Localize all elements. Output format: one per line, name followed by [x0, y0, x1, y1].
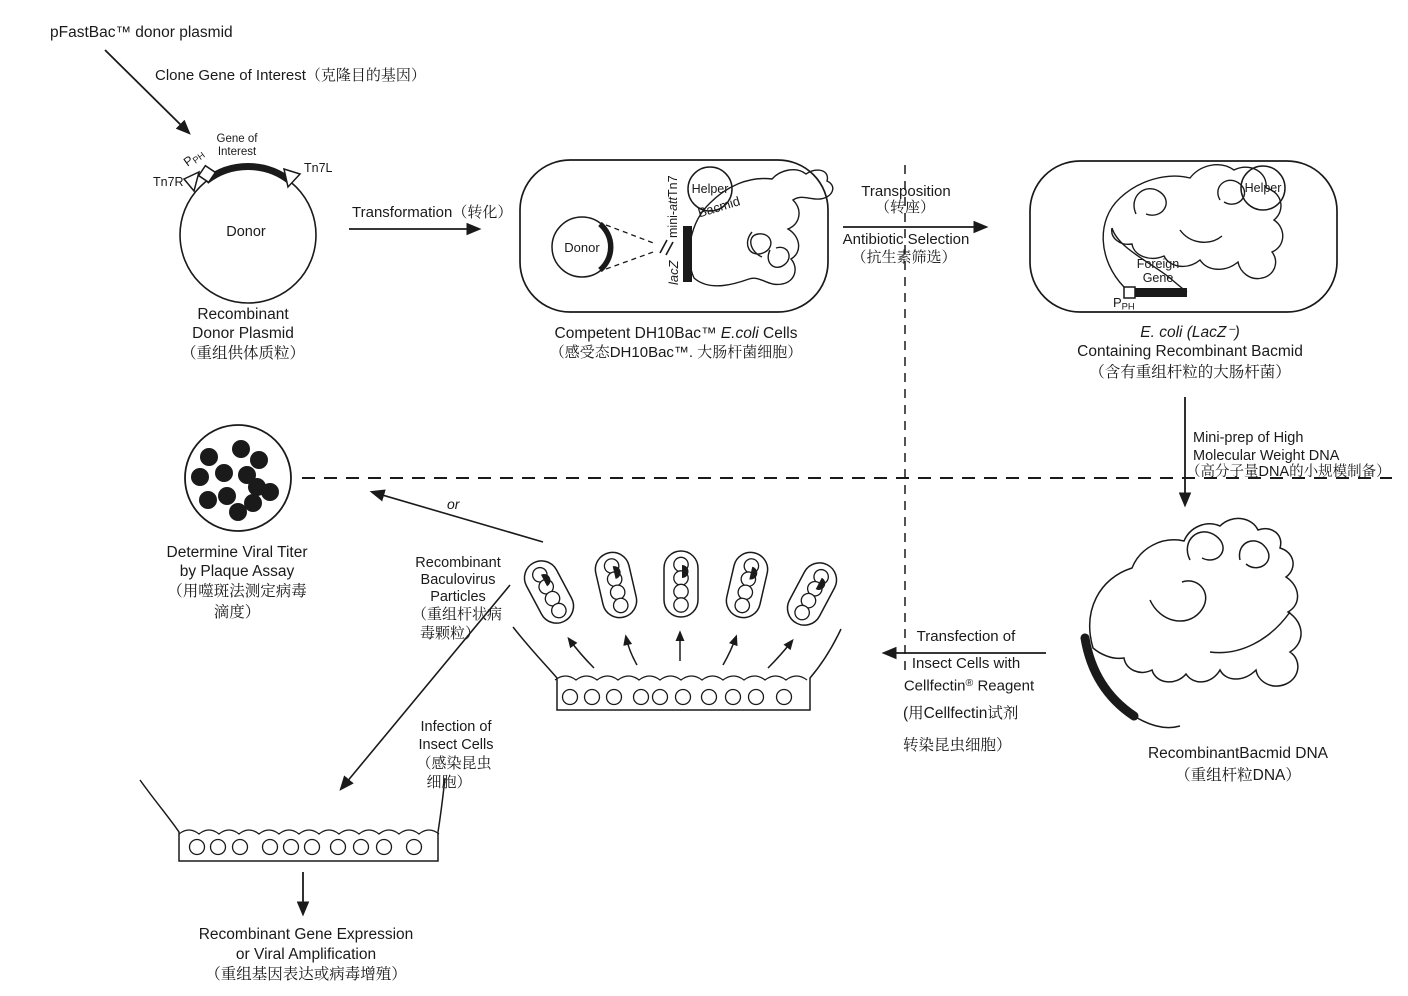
transfection-label-3: Cellfectin® Reagent: [903, 677, 1035, 695]
ecoli-caption-2: Containing Recombinant Bacmid: [1077, 343, 1303, 360]
ecoli-pph-label: $P_{PH}$: [1113, 295, 1135, 312]
infection-label-zh2: 细胞）: [426, 774, 472, 791]
miniprep-label: Mini-prep of High: [1193, 430, 1304, 446]
infection-label-2: Insect Cells: [418, 737, 494, 753]
transfection-dish-graphic: [513, 627, 841, 710]
mini-atttn7-label: mini-attTn7: [666, 175, 680, 238]
clone-gene-label: Clone Gene of Interest（克隆目的基因）: [155, 67, 426, 84]
transfection-label-zh2: 转染昆虫细胞）: [903, 737, 1012, 754]
transfection-label-zh1: (用Cellfectin试剂: [903, 705, 1019, 722]
baculovirus-label-2: Baculovirus: [420, 572, 496, 588]
bacmid-dna-graphic: [1085, 518, 1301, 727]
infection-dish-graphic: [140, 778, 445, 861]
plasmid-caption-zh: （重组供体质粒）: [180, 345, 306, 362]
transfection-label: Transfection of: [916, 628, 1016, 645]
baculovirus-label-zh2: 毒颗粒）: [419, 625, 481, 642]
plasmid-caption-2: Donor Plasmid: [192, 325, 294, 342]
expression-caption-2: or Viral Amplification: [235, 946, 377, 963]
baculovirus-label-zh1: （重组杆状病: [411, 606, 503, 623]
plaque-label-zh1: （用噬斑法测定病毒: [167, 583, 307, 600]
gene-of-interest-label: Gene of: [216, 133, 258, 145]
or-label: or: [447, 496, 460, 512]
dh10bac-caption-zh: （感受态DH10Bac™. 大肠杆菌细胞）: [549, 344, 803, 361]
transposition-label-zh: （转座）: [874, 199, 936, 216]
bacmid-label: Bacmid: [696, 193, 742, 221]
ecoli-helper-label: Helper: [1244, 181, 1282, 195]
plaque-label: Determine Viral Titer: [166, 544, 308, 561]
expression-caption: Recombinant Gene Expression: [198, 926, 414, 943]
plaque-label-2: by Plaque Assay: [179, 563, 295, 580]
baculovirus-label: Recombinant: [415, 555, 501, 571]
plaque-label-zh2: 滴度）: [213, 604, 261, 621]
transfection-label-2: Insect Cells with: [911, 655, 1021, 672]
miniprep-label-zh: （高分子量DNA的小规模制备）: [1186, 464, 1391, 480]
bacmid-dna-caption: RecombinantBacmid DNA: [1147, 745, 1329, 762]
tn7r-label: Tn7R: [153, 175, 184, 189]
plasmid-caption: Recombinant: [197, 306, 289, 323]
foreign-gene-label: Foreign: [1136, 257, 1180, 271]
dh10bac-caption: Competent DH10Bac™ E.coli Cells: [554, 325, 798, 342]
antibiotic-selection-label-zh: （抗生素筛选）: [851, 249, 957, 266]
baculovirus-label-3: Particles: [430, 589, 486, 605]
ecoli-cell-graphic: [1030, 161, 1337, 312]
ecoli-caption: E. coli (LacZ⁻): [1140, 324, 1240, 341]
ecoli-caption-zh: （含有重组杆粒的大肠杆菌）: [1089, 364, 1291, 381]
baculovirus-particles-graphic: [518, 549, 842, 631]
dh10bac-donor-label: Donor: [564, 240, 600, 255]
bacmid-dna-caption-zh: （重组杆粒DNA）: [1175, 767, 1301, 784]
transformation-label: Transformation（转化）: [352, 204, 513, 221]
pph-promoter-label: $P_{PH}$: [181, 149, 207, 170]
page-title: pFastBac™ donor plasmid: [50, 24, 233, 41]
transposition-label: Transposition: [861, 183, 951, 200]
gene-of-interest-label-2: Interest: [217, 146, 257, 158]
miniprep-label-2: Molecular Weight DNA: [1193, 448, 1340, 464]
lacz-label: lacZ: [666, 260, 681, 285]
infection-label-zh1: （感染昆虫: [416, 755, 492, 772]
infection-label: Infection of: [420, 719, 492, 735]
donor-plasmid-core-label: Donor: [226, 224, 266, 240]
dh10bac-helper-label: Helper: [691, 182, 729, 196]
antibiotic-selection-label: Antibiotic Selection: [842, 231, 970, 248]
arrow-title-to-plasmid: [105, 50, 189, 133]
foreign-gene-label-2: Gene: [1142, 271, 1174, 285]
expression-caption-zh: （重组基因表达或病毒增殖）: [205, 966, 407, 983]
plaque-assay-graphic: [185, 425, 291, 531]
tn7l-label: Tn7L: [304, 161, 333, 175]
